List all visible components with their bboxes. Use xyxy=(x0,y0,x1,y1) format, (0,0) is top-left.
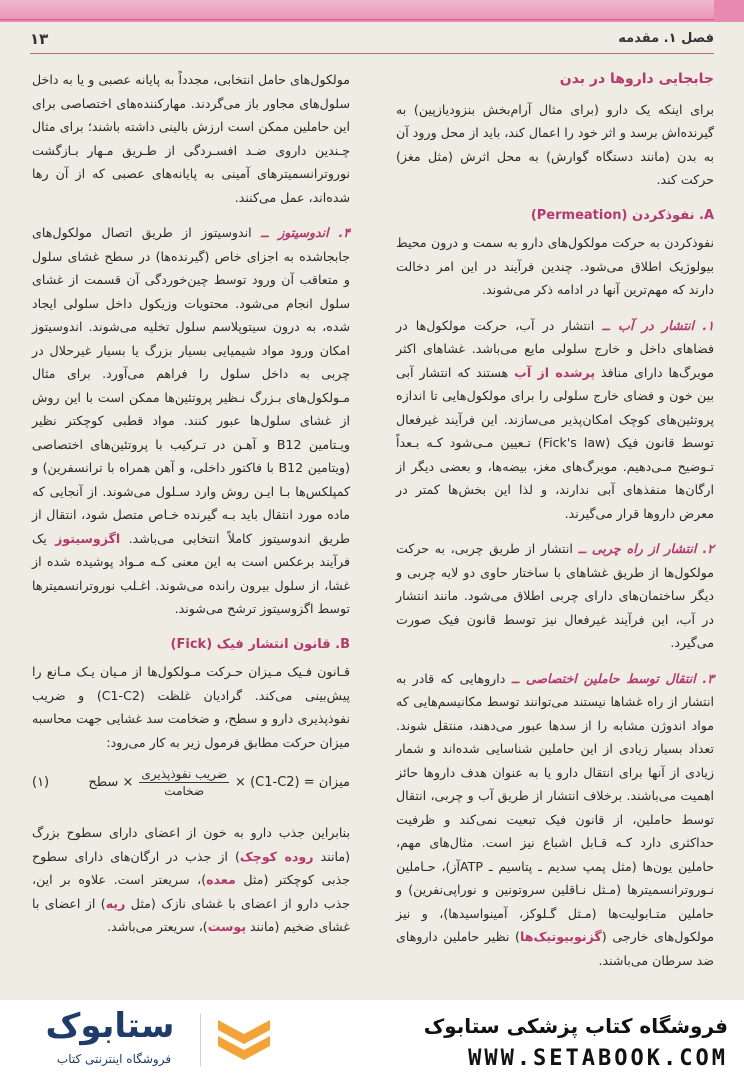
lipid-diffusion-lead: ۲. انتشار از راه چربی ــ xyxy=(578,541,714,556)
store-title: فروشگاه کتاب پزشکی ستابوک xyxy=(423,1014,728,1038)
top-color-band xyxy=(0,0,744,22)
lipid-diffusion-paragraph xyxy=(396,537,714,655)
carrier-transport-lead: ۳. انتقال توسط حاملین اختصاصی ــ xyxy=(511,670,714,686)
formula-expression xyxy=(88,766,350,799)
section-title: جابجایی داروها در بدن xyxy=(559,71,714,87)
fick-paragraph: قـانون فـیک مـیزان حـرکت مـولکول‌ها از مـیان یـک مـانع را پیش‌بینی می‌کند. گرادیان غلظت (C1-C2) و ضریب نفوذپذیری دارو و سطح، و ضخامت سد غشایی جهت محاسبه میزان حرکت مطابق فرمول زیر به کار می‌رود: xyxy=(32,664,351,750)
aqueous-diffusion-paragraph xyxy=(396,314,714,526)
absorption-text-5: )، سریعتر می‌باشد. xyxy=(107,919,208,934)
intro-paragraph: برای اینکه یک دارو (برای مثال آرام‌بخش بنزودیازپین) به گیرنده‌اش برسد و اثر خود را اعمال کند، باید از محل ورود آن به بدن (مانند دستگاه گوارش) به محل اثرش (مثل مغز) حرکت کند. xyxy=(396,101,714,187)
lipid-text: انتشار از طریق چربی، به حرکت مولکول‌ها از طریق غشاهای با ساختار حاوی دو لایه چربی و دیگر ساختمان‌های دارای چربی اطلاق می‌شود. مانند انتشار در آب، این فرآیند غیرفعال نیز توسط قانون فیک صورت می‌گیرد. xyxy=(396,541,714,650)
store-url-link[interactable]: WWW.SETABOOK.COM xyxy=(468,1046,728,1071)
store-banner[interactable] xyxy=(0,1000,744,1080)
aqueous-highlight: پرشده از آب xyxy=(514,364,596,380)
carrier-continued-paragraph: مولکول‌های حامل انتخابی، مجدداً به پایانه عصبی و یا به داخل سلول‌های مجاور باز می‌گردند. مهارکننده‌های اختصاصی برای این حاملین ممکن است ارزش بالینی داشته باشند؛ برای مثال چـندین داروی ضـد افسـردگی از طـریق مـهار بـازگشت نوروترانسمیترهای آمینی به پایانه‌های عصبی که از آن رها شده‌اند، عمل می‌کنند. xyxy=(32,72,350,205)
aqueous-text-1: انتشار در آب، حرکت مولکول‌ها در فضاهای داخل و خارج سلولی مایع می‌باشد. غشاهای اکثر مویرگ‌ها دارای منافذ xyxy=(396,317,714,380)
lung-highlight: ریه xyxy=(105,895,126,911)
equation-number: (۱) xyxy=(32,774,50,790)
intestine-highlight: روده کوچک xyxy=(239,848,314,864)
formula-numerator: ضریب نفوذپذیری xyxy=(141,767,228,781)
logo-divider xyxy=(200,1014,201,1066)
carrier-transport-paragraph xyxy=(396,667,714,973)
absorption-paragraph xyxy=(32,821,350,939)
absorption-text-1: بنابراین جذب دارو به خون از اعضای دارای سطوح بزرگ (مانند xyxy=(32,825,350,864)
chapter-title: فصل ۱. مقدمه xyxy=(618,31,714,46)
permeation-title: A. نفوذکردن (Permeation) xyxy=(530,207,714,223)
page-header xyxy=(30,24,714,54)
absorption-text-2: ) از جذب در ارگان‌های دارای سطوح جذبی کوچکتر (مثل xyxy=(32,848,350,887)
carrier-text-1: داروهایی که قادر به انتشار از راه غشاها نیستند می‌توانند توسط مکانیسم‌هایی که مواد اندوژن مشابه را از سدها عبور می‌دهند، منتقل شوند. تعداد بسیار زیادی از این حاملین شناسایی شده‌اند و شمار زیادی از آنها برای انتقال دارو یا به عنوان هدف داروها حائز اهمیت می‌باشند. برخلاف انتشار از طریق آب و چربی، انتقال توسط حاملین، از قانون فیک تبعیت نمی‌کند و ظرفیت حداکثری دارد کـه قـابل اشباع نیز است. مثال‌های مهم، حاملین یون‌ها (مثل پمپ سدیم ـ پتاسیم ـ ATPآز)، حـاملین نـوروترانسمیترها (مـثل نـاقلین سروتونین و نوراپی‌نفرین) و حاملین متـابولیت‌ها (مـثل گـلوکز، آمینواسیدها)، و نیز مولکول‌های خارجی ( xyxy=(396,670,714,944)
absorption-text-4: ) از اعضای با غشای ضخیم (مانند xyxy=(32,895,350,934)
left-column xyxy=(32,68,350,951)
formula-fraction xyxy=(139,766,229,799)
aqueous-text-2: هستند که انتشار آبی بین خون و فضای خارج سلولی را برای مولکول‌هایی تا اندازه پروتئین‌های کوچک امکان‌پذیر می‌سازند. این فرآیند غیرفعال توسط قانون فیک (Fick's law) تـعیین مـی‌شود کـه بـعداً تـوضیح مـی‌دهیم. مویرگ‌های مغز، بیضه‌ها، و بعضی دیگر از ارگان‌ها منفذهای آبی ندارند، و لذا این بخش‌ها کمتر در معرض داروها قرار می‌گیرند. xyxy=(396,364,715,521)
fick-title: B. قانون انتشار فیک (Fick) xyxy=(170,636,350,652)
permeation-paragraph: نفوذکردن به حرکت مولکول‌های دارو به سمت و درون محیط بیولوژیک اطلاق می‌شود. چندین فرآیند در این امر دخالت دارند که مهم‌ترین آنها در ادامه ذکر می‌شوند. xyxy=(396,235,714,297)
aqueous-diffusion-lead: ۱. انتشار در آب ــ xyxy=(602,317,714,333)
book-chevron-icon xyxy=(214,1010,274,1070)
fick-formula xyxy=(32,766,350,799)
endocytosis-paragraph xyxy=(32,221,350,621)
endocytosis-text-1: اندوسیتوز از طریق اتصال مولکول‌های جابجاشده به اجزای خاص (گیرنده‌ها) در سطح غشای سلول و متعاقب آن ورود توسط چین‌خوردگی آن قسمت از غشای سلول انجام می‌شود. محتویات وزیکول داخل سلولی ایجاد شده، به درون سیتوپلاسم سلول تخلیه می‌شوند. اندوسیتوز امکان ورود مواد شیمیایی بسیار بزرگ یا بسیار غیرحلال در چربی به داخل سلول را فراهم می‌آورد. برای مثال مـولکول‌های بـزرگ نـظیر پروتئین‌ها ممکن است با این روش از غشای سلول‌ها عبور کنند. مواد قطبی کوچکتر نظیر ویـتامین B12 و آهـن در تـرکیب با پروتئین‌های اختصاصی (ویتامین B12 با فاکتور داخلی، و آهن همراه با ترانسفرین) و کمپلکس‌ها بـا ایـن روش وارد سـلول می‌شوند. از آنجایی که ماده مورد انتقال باید بـه گیرنده خـاص متصل شود، انتقال از طریق اندوسیتوز کاملاً انتخابی می‌باشد. xyxy=(32,225,351,546)
exocytosis-highlight: اگزوسیتوز xyxy=(55,530,121,546)
endocytosis-text-2: یک فرآیند برعکس است به این معنی کـه مـواد پوشیده شده از غشا، از سلول بیرون رانده می‌شوند. اغـلب نوروترانسمیترها توسط اگزوسیتوز ترشح می‌شوند. xyxy=(32,530,350,616)
store-logo-wordmark: ستابوک xyxy=(45,1006,175,1046)
right-column xyxy=(396,68,714,984)
store-logo-subtitle: فروشگاه اینترنتی کتاب xyxy=(56,1052,172,1066)
endocytosis-lead: ۴. اندوسیتوز ــ xyxy=(261,225,350,240)
absorption-text-3: )، سریعتر است. علاوه بر این، جذب دارو از اعضای با غشای نازک (مثل xyxy=(32,872,350,911)
formula-denominator: ضخامت xyxy=(164,784,205,798)
carrier-highlight: گزنوبیوتیک‌ها xyxy=(519,929,602,944)
stomach-highlight: معده xyxy=(206,872,236,887)
skin-highlight: پوست xyxy=(207,919,247,934)
page-number: ۱۳ xyxy=(30,29,49,48)
formula-lhs: میزان = (C1-C2) × xyxy=(235,774,350,790)
formula-rhs: × سطح xyxy=(88,774,134,790)
carrier-text-2: ) نظیر حاملین داروهای ضد سرطان می‌باشند. xyxy=(396,929,714,968)
